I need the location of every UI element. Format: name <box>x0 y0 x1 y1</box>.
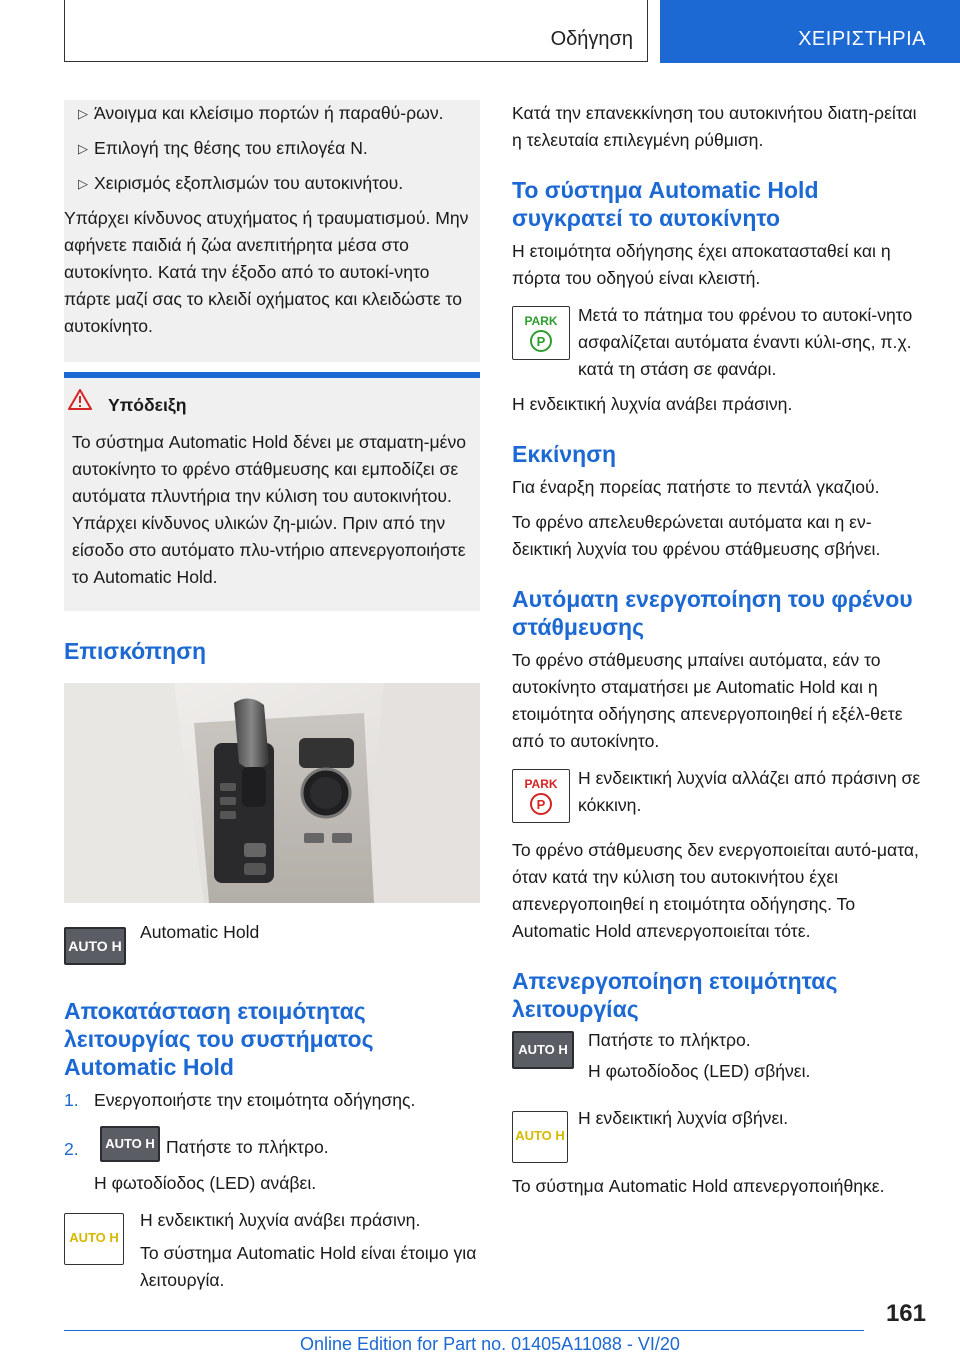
automatic-hold-legend <box>64 919 480 983</box>
page-header <box>0 0 960 64</box>
triangle-bullet-icon: ▷ <box>78 106 88 121</box>
restore-heading: Αποκατάσταση ετοιμότητας λειτουργίας του συστήματος Automatic Hold <box>64 998 374 1080</box>
park-green-icon <box>513 307 569 359</box>
svg-text:P: P <box>536 797 546 812</box>
warning-text: Υπάρχει κίνδυνος ατυχήματος ή τραυματισμού. Μην αφήνετε παιδιά ή ζώα ανεπιτήρητα μέσα στο αυτοκίνητο. Κατά την έξοδο από το αυτοκί-νητο πάρτε μαζί σας το κλειδί οχήματος και κλειδώστε το αυτοκίνητο. <box>64 208 469 336</box>
deactivate-press-text: Πατήστε το πλήκτρο. <box>588 1030 751 1050</box>
start-text-1: Για έναρξη πορείας πατήστε το πεντάλ γκαζιού. <box>512 477 880 497</box>
park-green-indicator-icon <box>512 306 570 360</box>
gear-console-illustration <box>64 683 480 903</box>
park-red-icon <box>513 770 569 822</box>
notice-box <box>64 372 480 611</box>
auto-icon-text: Η ενδεικτική λυχνία αλλάζει από πράσινη σε κόκκινη. <box>578 768 921 815</box>
chapter-tab <box>660 0 960 63</box>
park-red-indicator-icon <box>512 769 570 823</box>
auto-h-button-icon: AUTO H <box>64 927 126 965</box>
section-tab <box>64 0 648 62</box>
led-on-text: Η φωτοδίοδος (LED) ανάβει. <box>94 1173 317 1193</box>
deactivate-led-text: Η φωτοδίοδος (LED) σβήνει. <box>588 1061 811 1081</box>
right-column <box>512 100 928 1200</box>
hold-text: Η ετοιμότητα οδήγησης έχει αποκατασταθεί και η πόρτα του οδηγού είναι κλειστή. <box>512 241 891 288</box>
auto-text: Το φρένο στάθμευσης μπαίνει αυτόματα, εάν το αυτοκίνητο σταματήσει με Automatic Hold και η ετοιμότητα οδήγησης απενεργοποιηθεί ή εξέλ-θετε από το αυτοκίνητο. <box>512 650 903 751</box>
triangle-bullet-icon: ▷ <box>78 176 88 191</box>
overview-heading: Επισκόπηση <box>64 638 206 664</box>
deactivation-heading: Απενεργοποίηση ετοιμότητας λειτουργίας <box>512 968 838 1022</box>
icon-caption: Automatic Hold <box>140 922 260 942</box>
park-green-legend <box>512 302 928 383</box>
svg-text:P: P <box>536 334 546 349</box>
auto-h-button-icon: AUTO H <box>512 1031 574 1069</box>
section-title: Οδήγηση <box>550 28 633 50</box>
gear-console-photo <box>64 683 480 903</box>
svg-text:PARK: PARK <box>524 777 558 791</box>
deactivate-lamp-text: Η ενδεικτική λυχνία σβήνει. <box>578 1108 789 1128</box>
hold-heading: Το σύστημα Automatic Hold συγκρατεί το αυτοκίνητο <box>512 177 819 231</box>
auto-h-button-icon: AUTO H <box>100 1126 160 1162</box>
warning-continuation-block <box>64 100 480 362</box>
triangle-bullet-icon: ▷ <box>78 141 88 156</box>
deactivate-lamp-legend <box>512 1105 928 1167</box>
restart-text: Κατά την επανεκκίνηση του αυτοκινήτου διατη-ρείται η τελευταία επιλεγμένη ρύθμιση. <box>512 103 917 150</box>
svg-text:PARK: PARK <box>524 314 558 328</box>
list-item: 2. AUTO H Πατήστε το πλήκτρο. <box>64 1126 480 1166</box>
page-number: 161 <box>885 1300 926 1327</box>
auto-h-indicator-icon: AUTO H <box>512 1111 568 1163</box>
notice-text: Το σύστημα Automatic Hold δένει με σταματη-μένο αυτοκίνητο το φρένο στάθμευσης και εμποδίζει σε αυτόματα πλυντήρια την κύλιση του αυτοκινήτου. Υπάρχει κίνδυνος υλικών ζη-μιών. Πριν από την είσοδο στο αυτόματο πλυ-ντήριο απενεργοποιήστε το Automatic Hold. <box>72 432 467 587</box>
hold-lamp-text: Η ενδεικτική λυχνία ανάβει πράσινη. <box>512 394 793 414</box>
hold-icon-text: Μετά το πάτημα του φρένου το αυτοκί-νητο ασφαλίζεται αυτόματα έναντι κύλι-σης, π.χ. κατά τη στάση σε φανάρι. <box>578 305 913 379</box>
notice-title: Υπόδειξη <box>108 392 470 419</box>
deactivate-press-legend <box>512 1027 928 1089</box>
lamp-green-text: Η ενδεικτική λυχνία ανάβει πράσινη. <box>140 1210 421 1230</box>
left-column <box>64 100 480 1294</box>
start-text-2: Το φρένο απελευθερώνεται αυτόματα και η εν-δεικτική λυχνία του φρένου στάθμευσης σβήνει. <box>512 512 881 559</box>
chapter-title: ΧΕΙΡΙΣΤΗΡΙΑ <box>798 28 926 50</box>
start-heading: Εκκίνηση <box>512 441 617 467</box>
auto-h-indicator-icon: AUTO H <box>64 1213 124 1265</box>
list-item: 1. Ενεργοποιήστε την ετοιμότητα οδήγησης. <box>64 1090 416 1110</box>
edition-text: Online Edition for Part no. 01405A11088 - VI/20 <box>300 1334 680 1354</box>
auto-text-2: Το φρένο στάθμευσης δεν ενεργοποιείται αυτό-ματα, όταν κατά την κύλιση του αυτοκινήτου έχει απενεργοποιηθεί η ετοιμότητα οδήγησης. Το Automatic Hold απενεργοποιείται τότε. <box>512 840 919 941</box>
auto-heading: Αυτόματη ενεργοποίηση του φρένου στάθμευσης <box>512 586 913 640</box>
park-red-legend <box>512 765 928 827</box>
footer-divider <box>64 1330 864 1331</box>
lamp-green-legend <box>64 1207 480 1294</box>
system-ready-text: Το σύστημα Automatic Hold είναι έτοιμο για λειτουργία. <box>140 1243 477 1290</box>
warning-triangle-icon <box>68 388 92 412</box>
list-item: ▷ Επιλογή της θέσης του επιλογέα N. <box>64 135 480 162</box>
list-item: ▷ Χειρισμός εξοπλισμών του αυτοκινήτου. <box>64 170 480 197</box>
list-item: ▷ Άνοιγμα και κλείσιμο πορτών ή παραθύ-ρων. <box>64 100 480 127</box>
deactivate-final-text: Το σύστημα Automatic Hold απενεργοποιήθηκε. <box>512 1176 885 1196</box>
